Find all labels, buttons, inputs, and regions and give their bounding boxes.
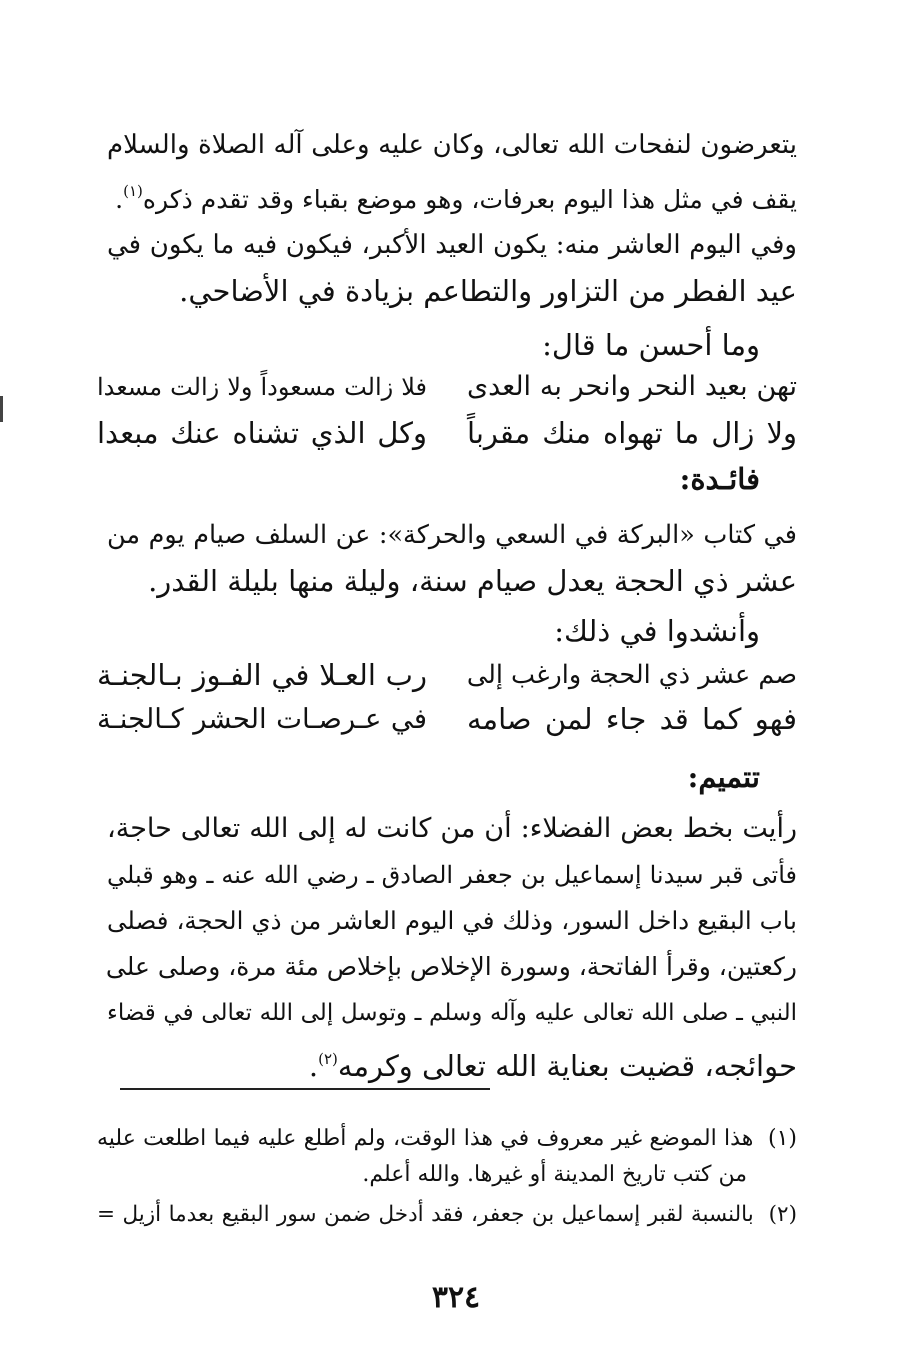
verse-1-1 bbox=[97, 364, 797, 410]
verse-1-1-second-hemistich: فلا زالت مسعوداً ولا زالت مسعدا bbox=[97, 373, 427, 401]
verse-1-1-first-hemistich: تهن بعيد النحر وانحر به العدى bbox=[467, 371, 797, 402]
verse-2-2-first-hemistich: فهو كما قد جاء لمن صامه bbox=[467, 702, 797, 736]
verse-1-2-first-hemistich: ولا زال ما تهواه منك مقرباً bbox=[467, 416, 797, 450]
footnote-2-number: (٢) bbox=[768, 1202, 797, 1227]
paragraph-6-line-5: النبي ـ صلى الله تعالى عليه وآله وسلم ـ وتوسل إلى الله تعالى في قضاء bbox=[107, 1000, 797, 1026]
page-number: ٣٢٤ bbox=[431, 1280, 481, 1315]
paragraph-4-line-2: عشر ذي الحجة يعدل صيام سنة، وليلة منها بليلة القدر. bbox=[148, 564, 797, 598]
footnote-ref-1[interactable]: (١) bbox=[123, 182, 143, 200]
scan-edge-mark bbox=[0, 396, 3, 422]
footnote-1-text: هذا الموضع غير معروف في هذا الوقت، ولم أطلع عليه فيما اطلعت عليه bbox=[97, 1126, 754, 1151]
footnote-1-line-1 bbox=[97, 1122, 797, 1156]
verse-1-2 bbox=[97, 410, 797, 456]
paragraph-6-end: . bbox=[308, 1049, 319, 1083]
footnote-1-number: (١) bbox=[767, 1126, 797, 1151]
heading-tatmim: تتميم: bbox=[687, 760, 760, 794]
paragraph-1-text: يقف في مثل هذا اليوم بعرفات، وهو موضع بقباء وقد تقدم ذكره bbox=[142, 185, 797, 214]
verse-2-1-first-hemistich: صم عشر ذي الحجة وارغب إلى bbox=[466, 660, 797, 690]
verse-2-2 bbox=[97, 696, 797, 742]
paragraph-3-line-1: وما أحسن ما قال: bbox=[542, 328, 760, 362]
paragraph-4-line-1: في كتاب «البركة في السعي والحركة»: عن السلف صيام يوم من bbox=[107, 520, 797, 550]
footnote-1-line-2: من كتب تاريخ المدينة أو غيرها. والله أعلم. bbox=[362, 1162, 747, 1187]
paragraph-1-line-2 bbox=[107, 168, 797, 223]
paragraph-2-line-2: عيد الفطر من التزاور والتطاعم بزيادة في الأضاحي. bbox=[179, 274, 797, 308]
paragraph-6-line-1: رأيت بخط بعض الفضلاء: أن من كانت له إلى الله تعالى حاجة، bbox=[107, 813, 797, 844]
paragraph-6-line-6 bbox=[107, 1036, 797, 1089]
paragraph-1-line-1: يتعرضون لنفحات الله تعالى، وكان عليه وعلى آله الصلاة والسلام bbox=[107, 130, 797, 160]
paragraph-1-end: . bbox=[115, 185, 124, 214]
footnote-2-line-1 bbox=[97, 1198, 797, 1232]
verse-1-2-second-hemistich: وكل الذي تشناه عنك مبعدا bbox=[97, 416, 427, 450]
verse-2-1 bbox=[97, 652, 797, 698]
verse-2-1-second-hemistich: رب العـلا في الفـوز بـالجنـة bbox=[97, 658, 427, 692]
footnote-separator bbox=[120, 1088, 490, 1090]
paragraph-2-line-1: وفي اليوم العاشر منه: يكون العيد الأكبر، فيكون فيه ما يكون في bbox=[107, 230, 797, 260]
heading-faida: فائـدة: bbox=[679, 462, 760, 496]
paragraph-6-line-3: باب البقيع داخل السور، وذلك في اليوم العاشر من ذي الحجة، فصلى bbox=[107, 906, 797, 935]
paragraph-6-text: حوائجه، قضيت بعناية الله تعالى وكرمه bbox=[337, 1049, 797, 1083]
paragraph-5-line-1: وأنشدوا في ذلك: bbox=[554, 614, 760, 648]
verse-2-2-second-hemistich: في عـرصـات الحشر كـالجنـة bbox=[97, 703, 427, 735]
paragraph-6-line-2: فأتى قبر سيدنا إسماعيل بن جعفر الصادق ـ رضي الله عنه ـ وهو قبلي bbox=[107, 861, 797, 889]
footnote-2-text: بالنسبة لقبر إسماعيل بن جعفر، فقد أدخل ضمن سور البقيع بعدما أزيل = bbox=[97, 1202, 754, 1227]
paragraph-6-line-4: ركعتين، وقرأ الفاتحة، وسورة الإخلاص بإخلاص مئة مرة، وصلى على bbox=[105, 952, 797, 981]
footnote-ref-2[interactable]: (٢) bbox=[318, 1050, 338, 1068]
